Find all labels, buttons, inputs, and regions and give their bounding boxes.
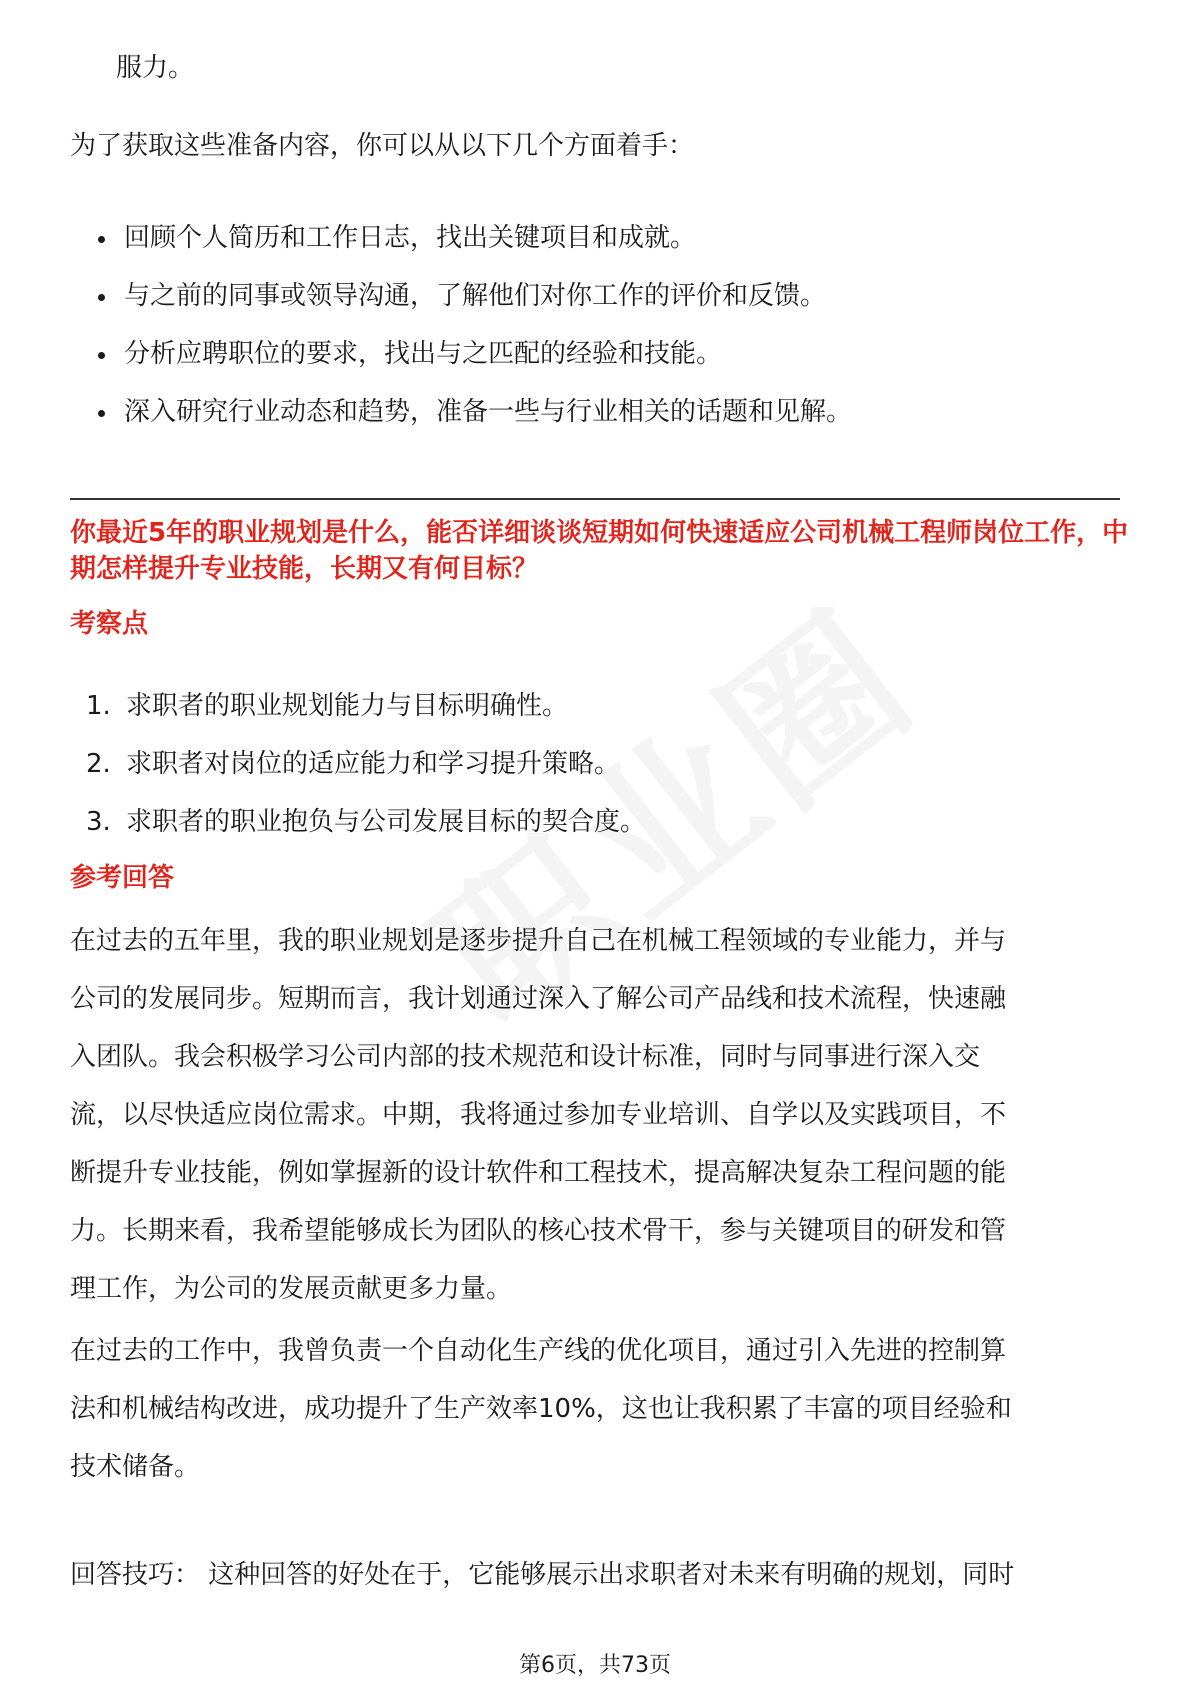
- paragraph-line: 流，以尽快适应岗位需求。中期，我将通过参加专业培训、自学以及实践项目，不: [70, 1100, 1007, 1130]
- lead-text: 为了获取这些准备内容，你可以从以下几个方面着手：: [70, 131, 695, 161]
- list-text: 求职者对岗位的适应能力和学习提升策略。: [126, 749, 621, 779]
- list-text: 求职者的职业规划能力与目标明确性。: [126, 691, 569, 721]
- tip-line: 回答技巧： 这种回答的好处在于，它能够展示出求职者对未来有明确的规划，同时: [70, 1560, 1015, 1590]
- bullet-list: [96, 218, 1096, 450]
- list-number: 1.: [86, 691, 111, 721]
- answer-title: 参考回答: [70, 863, 175, 893]
- list-item: [86, 802, 1086, 860]
- list-item: 深入研究行业动态和趋势，准备一些与行业相关的话题和见解。: [96, 392, 1096, 450]
- list-number: 3.: [86, 807, 111, 837]
- list-item: [86, 686, 1086, 744]
- focus-list: [86, 686, 1086, 860]
- answer-tip: [70, 1546, 1120, 1604]
- focus-title: 考察点: [70, 609, 149, 639]
- list-item: [86, 744, 1086, 802]
- paragraph-line: 法和机械结构改进，成功提升了生产效率10%，这也让我积累了丰富的项目经验和: [70, 1394, 1012, 1424]
- paragraph-line: 断提升专业技能，例如掌握新的设计软件和工程技术，提高解决复杂工程问题的能: [70, 1158, 1007, 1188]
- page-footer: 第6页，共73页: [519, 1653, 671, 1678]
- paragraph-line: 力。长期来看，我希望能够成长为团队的核心技术骨干，参与关键项目的研发和管: [70, 1216, 1007, 1246]
- list-item: 回顾个人简历和工作日志，找出关键项目和成就。: [96, 218, 1096, 276]
- list-item: 分析应聘职位的要求，找出与之匹配的经验和技能。: [96, 334, 1096, 392]
- list-number: 2.: [86, 749, 111, 779]
- paragraph-line: 理工作，为公司的发展贡献更多力量。: [70, 1274, 513, 1304]
- paragraph-line: 公司的发展同步。短期而言，我计划通过深入了解公司产品线和技术流程，快速融: [70, 984, 1007, 1014]
- answer-paragraph-1: [70, 912, 1120, 1318]
- paragraph-line: 入团队。我会积极学习公司内部的技术规范和设计标准，同时与同事进行深入交: [70, 1042, 981, 1072]
- list-item: 与之前的同事或领导沟通，了解他们对你工作的评价和反馈。: [96, 276, 1096, 334]
- list-text: 求职者的职业抱负与公司发展目标的契合度。: [126, 807, 647, 837]
- paragraph-line: 在过去的五年里，我的职业规划是逐步提升自己在机械工程领域的专业能力，并与: [70, 926, 1007, 956]
- question-heading: 你最近5年的职业规划是什么，能否详细谈谈短期如何快速适应公司机械工程师岗位工作，中期怎样提升专业技能，长期又有何目标？: [70, 518, 1129, 584]
- answer-paragraph-2: [70, 1322, 1120, 1496]
- paragraph-line: 技术储备。: [70, 1452, 201, 1482]
- paragraph-line: 在过去的工作中，我曾负责一个自动化生产线的优化项目，通过引入先进的控制算: [70, 1336, 1007, 1366]
- intro-tail-text: 服力。: [116, 53, 195, 83]
- section-divider: [70, 498, 1120, 500]
